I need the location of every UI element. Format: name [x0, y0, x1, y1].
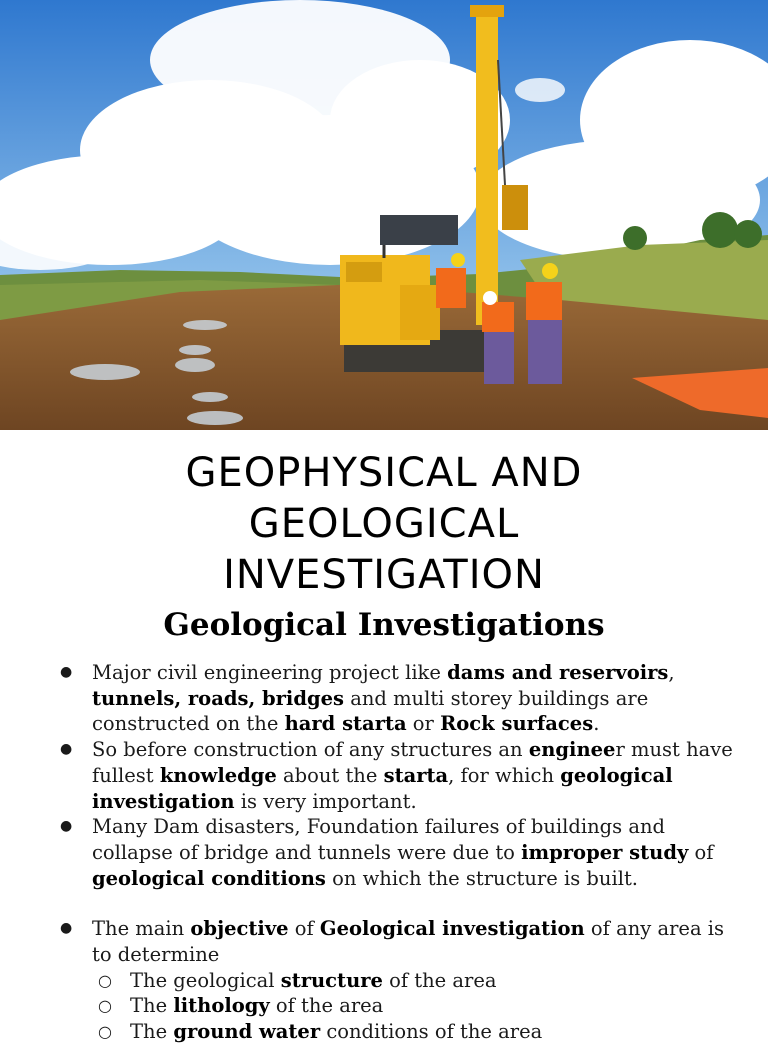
text-run: and multi storey buildings are constructed on the [92, 686, 649, 736]
bold-text: starta [383, 763, 449, 787]
text-run: So before construction of any structures an [92, 738, 529, 762]
hero-photo [0, 0, 768, 430]
text-run: of [688, 840, 714, 864]
bold-text: ground water [173, 1020, 321, 1044]
text-run: The [130, 994, 174, 1018]
bullet-item [60, 814, 740, 891]
text-run: is very important. [234, 789, 417, 813]
text-run: of any area is to determine [92, 917, 725, 967]
text-run: conditions of the area [320, 1020, 543, 1044]
bold-text: dams and reservoirs [447, 661, 669, 684]
text-run: of the area [269, 994, 384, 1018]
sub-bullet-item [92, 993, 740, 1019]
bold-text: geological investigation [92, 763, 673, 813]
bullet-item [60, 916, 740, 1045]
bullet-item [60, 737, 740, 814]
bold-text: objective [190, 917, 289, 941]
text-run: The main [92, 917, 191, 941]
sub-bullet-list [92, 968, 740, 1045]
section-heading: Geological Investigations [163, 607, 605, 643]
title-banner [0, 430, 768, 598]
text-run: , for which [448, 763, 561, 787]
bold-text: improper study [521, 840, 689, 864]
bold-text: Rock surfaces [440, 712, 594, 736]
text-run: on which the structure is built. [325, 866, 638, 890]
page-title: GEOPHYSICAL AND GEOLOGICAL INVESTIGATION [185, 450, 583, 598]
sub-bullet-item [92, 1019, 740, 1045]
text-run: of [288, 917, 320, 941]
bold-text: tunnels, roads, bridges [92, 686, 344, 710]
bold-text: hard starta [284, 712, 407, 736]
sub-bullet-item [92, 968, 740, 994]
text-run: , [668, 661, 675, 684]
text-run: or [406, 712, 441, 736]
text-run: . [593, 712, 600, 736]
bullet-item [60, 660, 740, 737]
bold-text: structure [280, 968, 383, 992]
drilling-site-illustration [0, 0, 768, 430]
bold-text: knowledge [159, 763, 277, 787]
bold-text: Geological investigation [319, 917, 585, 941]
text-run: The geological [130, 968, 281, 992]
bold-text: geological conditions [92, 866, 326, 890]
bold-text: enginee [528, 738, 616, 762]
text-run: of the area [382, 968, 497, 992]
bullet-list [60, 660, 740, 1045]
text-run: Major civil engineering project like [92, 661, 448, 684]
text-run: The [130, 1020, 174, 1044]
content-section [0, 576, 768, 1044]
text-run: r must have fullest [92, 738, 733, 787]
bold-text: lithology [173, 994, 270, 1018]
text-run: Many Dam disasters, Foundation failures of buildings and collapse of bridge and tunnels were due to [92, 815, 666, 864]
text-run: about the [276, 763, 384, 787]
